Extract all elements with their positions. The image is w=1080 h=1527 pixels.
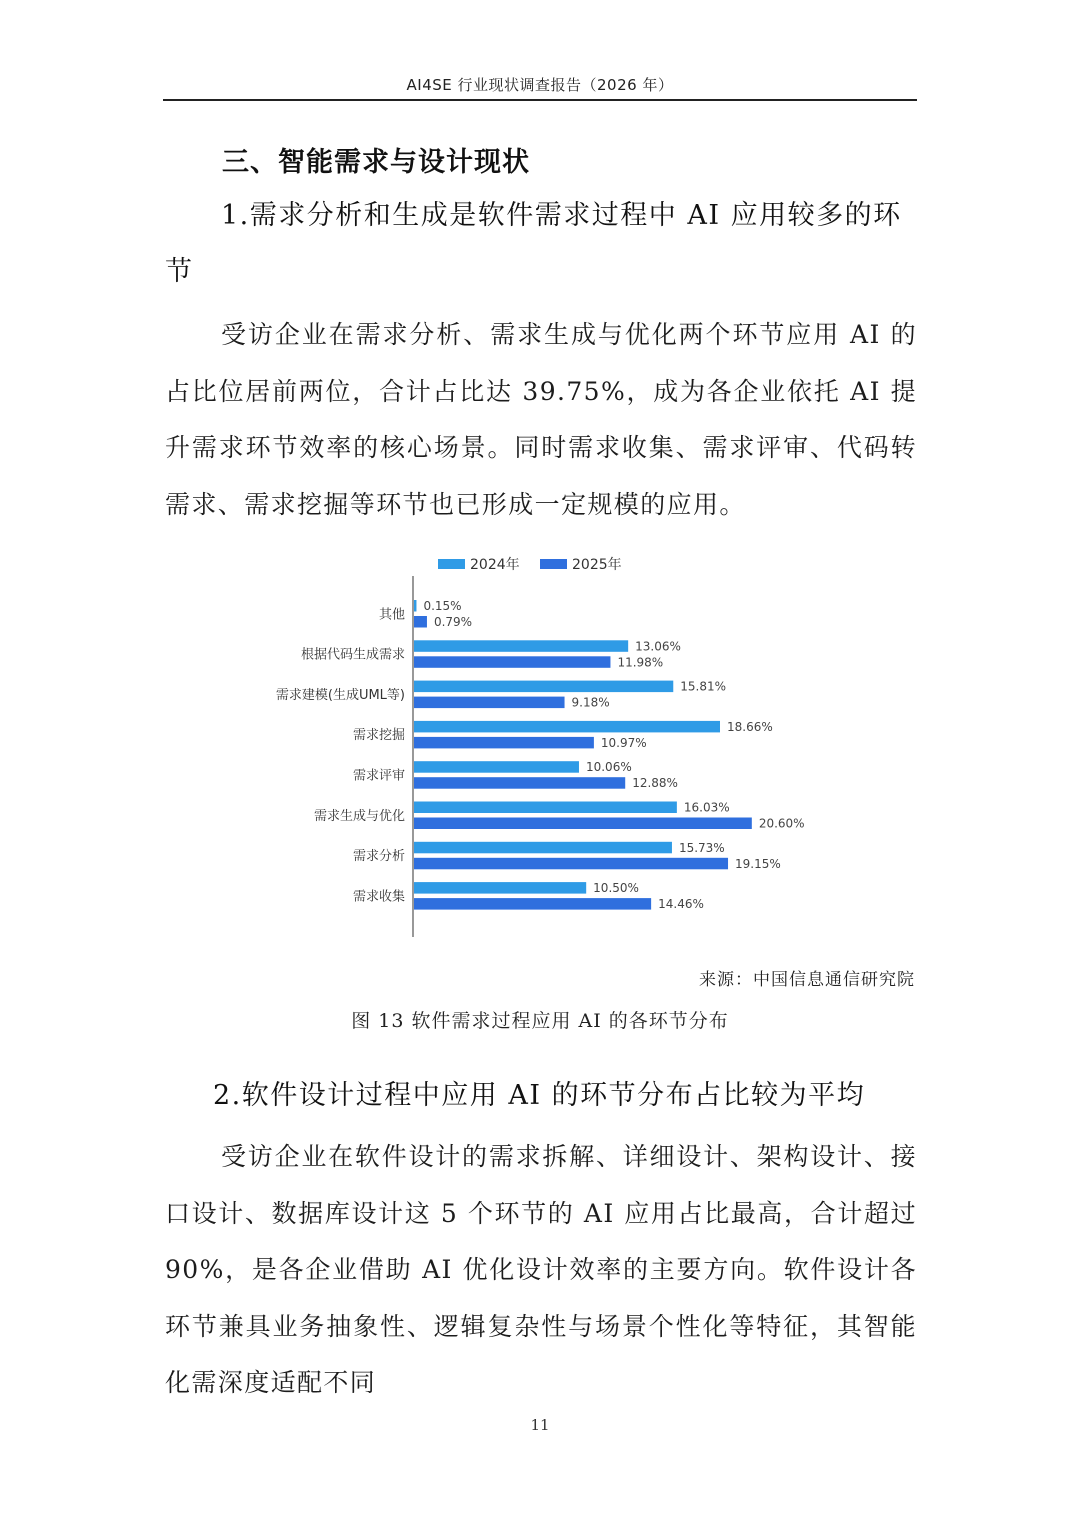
category-label: 需求挖掘 xyxy=(352,728,405,744)
category-label: 需求收集 xyxy=(352,889,405,905)
legend-label-1: 2024年 xyxy=(470,557,520,573)
paragraph-2: 受访企业在软件设计的需求拆解、详细设计、架构设计、接口设计、数据库设计这 5 个环节的 AI 应用占比最高，合计超过 90%，是各企业借助 AI 优化设计效率的主要方向。软件设计各环节兼具业务抽象性、逻辑复杂性与场景个性化等特征，其智能化需深度适配不同 xyxy=(165,1142,917,1397)
page-number: 11 xyxy=(530,1416,550,1434)
bar-1-3 xyxy=(414,681,673,693)
data-label: 14.46% xyxy=(658,897,704,912)
bar-1-2 xyxy=(414,640,628,652)
data-label: 0.79% xyxy=(433,615,473,629)
data-label: 19.15% xyxy=(735,856,781,871)
source-note: 来源：中国信息通信研究院 xyxy=(699,970,915,990)
data-label: 10.50% xyxy=(593,881,639,896)
bar-2-6 xyxy=(414,818,752,830)
paragraph-1: 受访企业在需求分析、需求生成与优化两个环节应用 AI 的占比位居前两位，合计占比达 39.75%，成为各企业依托 AI 提升需求环节效率的核心场景。同时需求收集、需求评审、代码转需求、需求挖掘等环节也已形成一定规模的应用。 xyxy=(165,320,917,519)
subsection-1-title: 1.需求分析和生成是软件需求过程中 AI 应用较多的环节 xyxy=(165,200,902,287)
category-label: 需求建模(生成UML等) xyxy=(275,687,405,703)
category-label: 根据代码生成需求 xyxy=(300,647,405,663)
data-label: 0.15% xyxy=(423,599,462,613)
legend-swatch-1 xyxy=(438,559,465,569)
data-label: 18.66% xyxy=(727,719,773,734)
category-label: 需求评审 xyxy=(352,768,405,784)
category-label: 其他 xyxy=(378,607,405,623)
bar-2-1 xyxy=(414,616,427,628)
bar-1-4 xyxy=(414,721,720,733)
category-label: 需求分析 xyxy=(352,849,405,865)
data-label: 16.03% xyxy=(683,800,730,815)
running-header: AI4SE 行业现状调查报告（2026 年） xyxy=(406,76,674,94)
data-label: 10.06% xyxy=(585,760,632,775)
data-label: 12.88% xyxy=(632,776,678,791)
data-label: 10.97% xyxy=(600,735,647,750)
section-title: 三、智能需求与设计现状 xyxy=(222,147,530,178)
data-label: 15.81% xyxy=(680,679,727,694)
data-label: 15.73% xyxy=(678,840,725,855)
category-label: 需求生成与优化 xyxy=(313,808,405,824)
figure-caption: 图 13 软件需求过程应用 AI 的各环节分布 xyxy=(351,1010,729,1032)
legend-label-2: 2025年 xyxy=(572,557,622,573)
subsection-2-title: 2.软件设计过程中应用 AI 的环节分布占比较为平均 xyxy=(213,1080,866,1111)
bar-2-8 xyxy=(414,898,651,910)
bar-2-7 xyxy=(414,858,728,870)
bar-2-5 xyxy=(414,777,625,789)
bar-2-4 xyxy=(414,737,594,749)
data-label: 13.06% xyxy=(635,639,681,654)
bar-2-2 xyxy=(414,656,610,668)
data-label: 20.60% xyxy=(758,816,805,831)
bar-2-3 xyxy=(414,697,565,709)
bar-1-1 xyxy=(414,600,416,612)
bar-1-8 xyxy=(414,882,586,894)
data-label: 9.18% xyxy=(571,695,610,710)
bar-1-6 xyxy=(414,802,677,814)
data-label: 11.98% xyxy=(617,655,664,670)
bar-1-5 xyxy=(414,761,579,773)
bar-1-7 xyxy=(414,842,672,854)
legend-swatch-2 xyxy=(540,559,567,569)
